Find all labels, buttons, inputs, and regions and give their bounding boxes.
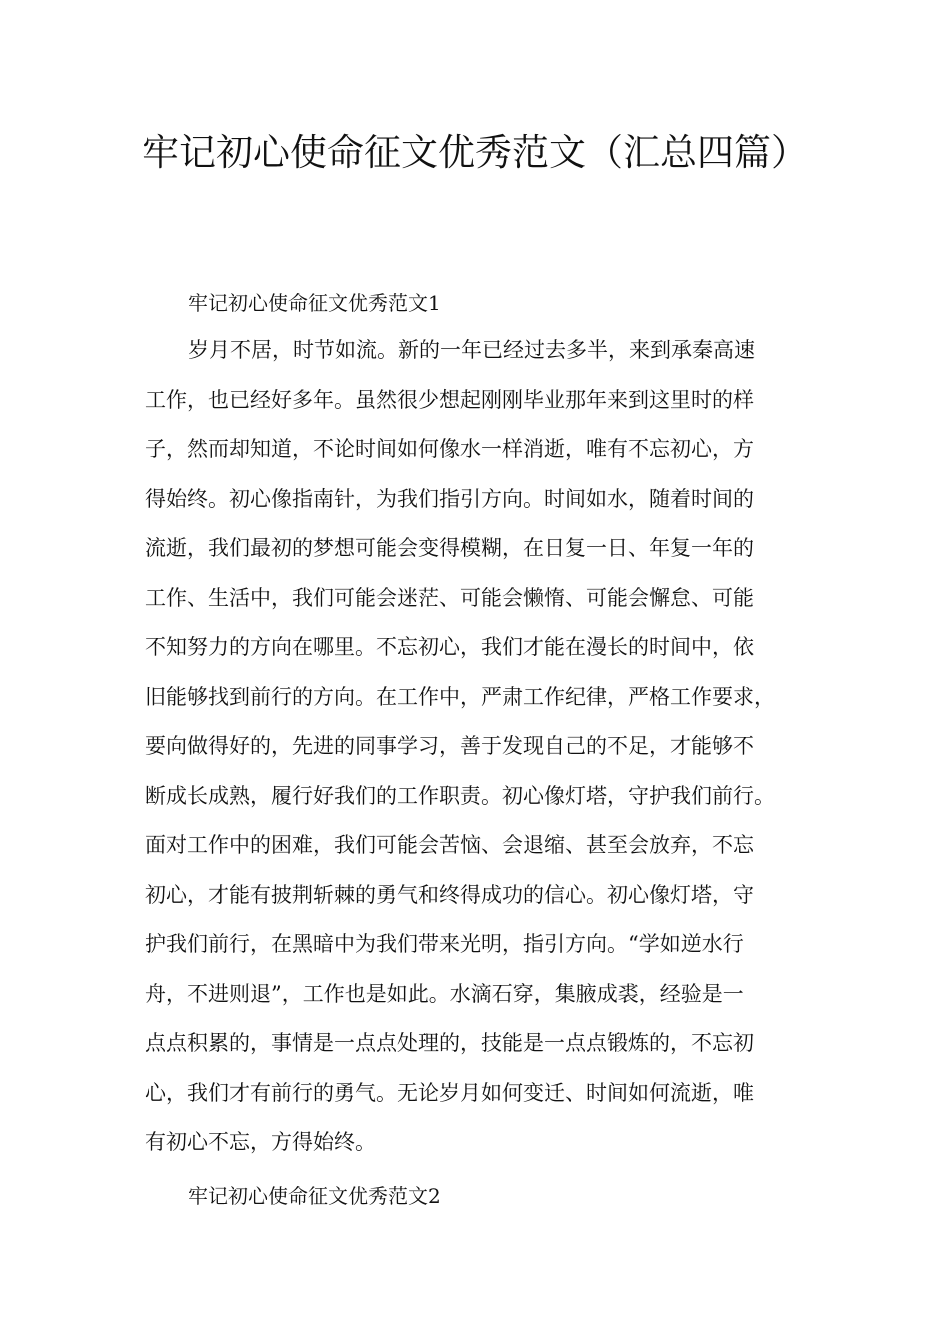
section-2-heading: 牢记初心使命征文优秀范文2: [188, 1184, 441, 1208]
paragraph-line: 断成长成熟，履行好我们的工作职责。初心像灯塔，守护我们前行。: [145, 783, 775, 808]
paragraph-line: 舟，不进则退”，工作也是如此。水滴石穿，集腋成裘，经验是一: [145, 981, 744, 1006]
section-1-heading: 牢记初心使命征文优秀范文1: [188, 291, 441, 315]
paragraph-line: 要向做得好的，先进的同事学习，善于发现自己的不足，才能够不: [145, 734, 754, 758]
paragraph-line: 心，我们才有前行的勇气。无论岁月如何变迁、时间如何流逝，唯: [145, 1080, 754, 1105]
paragraph-line: 旧能够找到前行的方向。在工作中，严肃工作纪律，严格工作要求，: [145, 684, 775, 709]
paragraph-line: 得始终。初心像指南针，为我们指引方向。时间如水，随着时间的: [145, 486, 754, 511]
paragraph-line: 工作，也已经好多年。虽然很少想起刚刚毕业那年来到这里时的样: [145, 387, 754, 412]
paragraph-line: 点点积累的，事情是一点点处理的，技能是一点点锻炼的，不忘初: [145, 1031, 754, 1055]
paragraph-line: 流逝，我们最初的梦想可能会变得模糊，在日复一日、年复一年的: [145, 536, 754, 560]
paragraph-line: 子，然而却知道，不论时间如何像水一样消逝，唯有不忘初心，方: [145, 437, 754, 461]
paragraph-line: 初心，才能有披荆斩棘的勇气和终得成功的信心。初心像灯塔，守: [145, 882, 754, 907]
section-1-body: [145, 335, 825, 1177]
paragraph-line: 不知努力的方向在哪里。不忘初心，我们才能在漫长的时间中，依: [145, 635, 754, 659]
paragraph-line: 工作、生活中，我们可能会迷茫、可能会懒惰、可能会懈怠、可能: [145, 585, 754, 610]
paragraph-line: 护我们前行，在黑暗中为我们带来光明，指引方向。“学如逆水行: [145, 932, 744, 956]
document-title: 牢记初心使命征文优秀范文（汇总四篇）: [142, 131, 808, 174]
paragraph-line: 有初心不忘，方得始终。: [145, 1130, 376, 1154]
paragraph-line: 岁月不居，时节如流。新的一年已经过去多半，来到承秦高速: [188, 338, 755, 362]
paragraph-line: 面对工作中的困难，我们可能会苦恼、会退缩、甚至会放弃，不忘: [145, 833, 754, 857]
